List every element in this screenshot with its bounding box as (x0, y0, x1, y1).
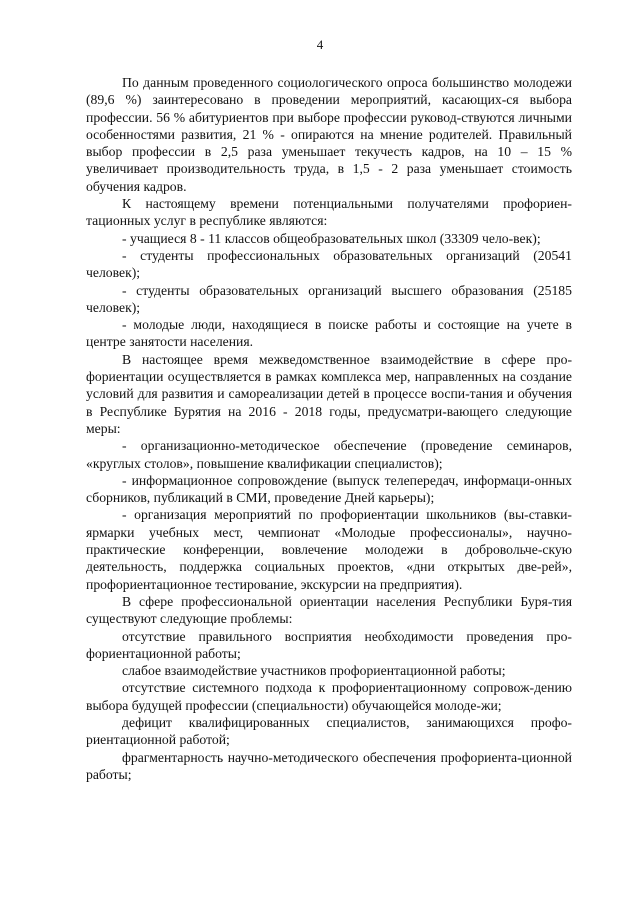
document-body (86, 74, 572, 783)
list-item-school-students: - учащиеся 8 - 11 классов общеобразовательных школ (33309 чело-век); (122, 230, 541, 246)
list-item-methodical-support: - организационно-методическое обеспечение (проведение семинаров, «круглых столов», повышение квалификации специалистов); (86, 438, 572, 471)
paragraph-recipients-intro: К настоящему времени потенциальными получателями профориен-тационных услуг в республике являются: (86, 196, 572, 229)
list-item-information-support: - информационное сопровождение (выпуск телепередач, информаци-онных сборников, публикаций в СМИ, проведение Дней карьеры); (86, 472, 572, 506)
list-item-university-students: - студенты образовательных организаций высшего образования (25185 человек); (86, 282, 572, 315)
paragraph-interagency-cooperation: В настоящее время межведомственное взаимодействие в сфере про-фориентации осуществляется в рамках комплекса мер, направленных на создание условий для развития и самореализации детей в процессе воспи-тания и обучения в Республике Бурятия на 2016 - 2018 годы, предусматри-вающего следующие меры: (86, 351, 572, 436)
list-item-problem-system-approach: отсутствие системного подхода к профориентационному сопровож-дению выбора будущей профессии (специальности) обучающейся молоде-жи; (86, 680, 572, 713)
list-item-problem-interaction: слабое взаимодействие участников профориентационной работы; (122, 663, 506, 679)
list-item-college-students: - студенты профессиональных образовательных организаций (20541 человек); (86, 247, 572, 281)
list-item-problem-perception: отсутствие правильного восприятия необходимости проведения про-фориентационной работы; (86, 628, 572, 661)
list-item-problem-methodical-fragmentation: фрагментарность научно-методического обеспечения профориента-ционной работы; (86, 749, 572, 782)
list-item-school-events: - организация мероприятий по профориентации школьников (вы-ставки-ярмарки учебных мест, чемпионат «Молодые профессионалы», научно-практические конференции, вовлечение молодежи в добровольче-скую деятельность, поддержка социальных проектов, «дни открытых две-рей», профориентационное тестирование, экскурсии на предприятия). (86, 507, 572, 592)
list-item-job-seekers: - молодые люди, находящиеся в поиске работы и состоящие на учете в центре занятости населения. (86, 317, 572, 350)
page-number: 4 (316, 37, 324, 52)
list-item-problem-specialist-shortage: дефицит квалифицированных специалистов, занимающихся профо-риентационной работой; (86, 714, 572, 748)
paragraph-survey-statistics: По данным проведенного социологического опроса большинство молодежи (89,6 %) заинтересовано в проведении мероприятий, касающих-ся выбора профессии. 56 % абитуриентов при выборе профессии руковод-ствуются личными особенностями развития, 21 % - опираются на мнение родителей. Правильный выбор профессии в 2,5 раза уменьшает текучесть кадров, на 10 – 15 % увеличивает производительность труда, в 1,5 - 2 раза уменьшает стоимость обучения кадров. (86, 75, 572, 194)
paragraph-problems-intro: В сфере профессиональной ориентации населения Республики Буря-тия существуют следующие проблемы: (86, 593, 572, 627)
